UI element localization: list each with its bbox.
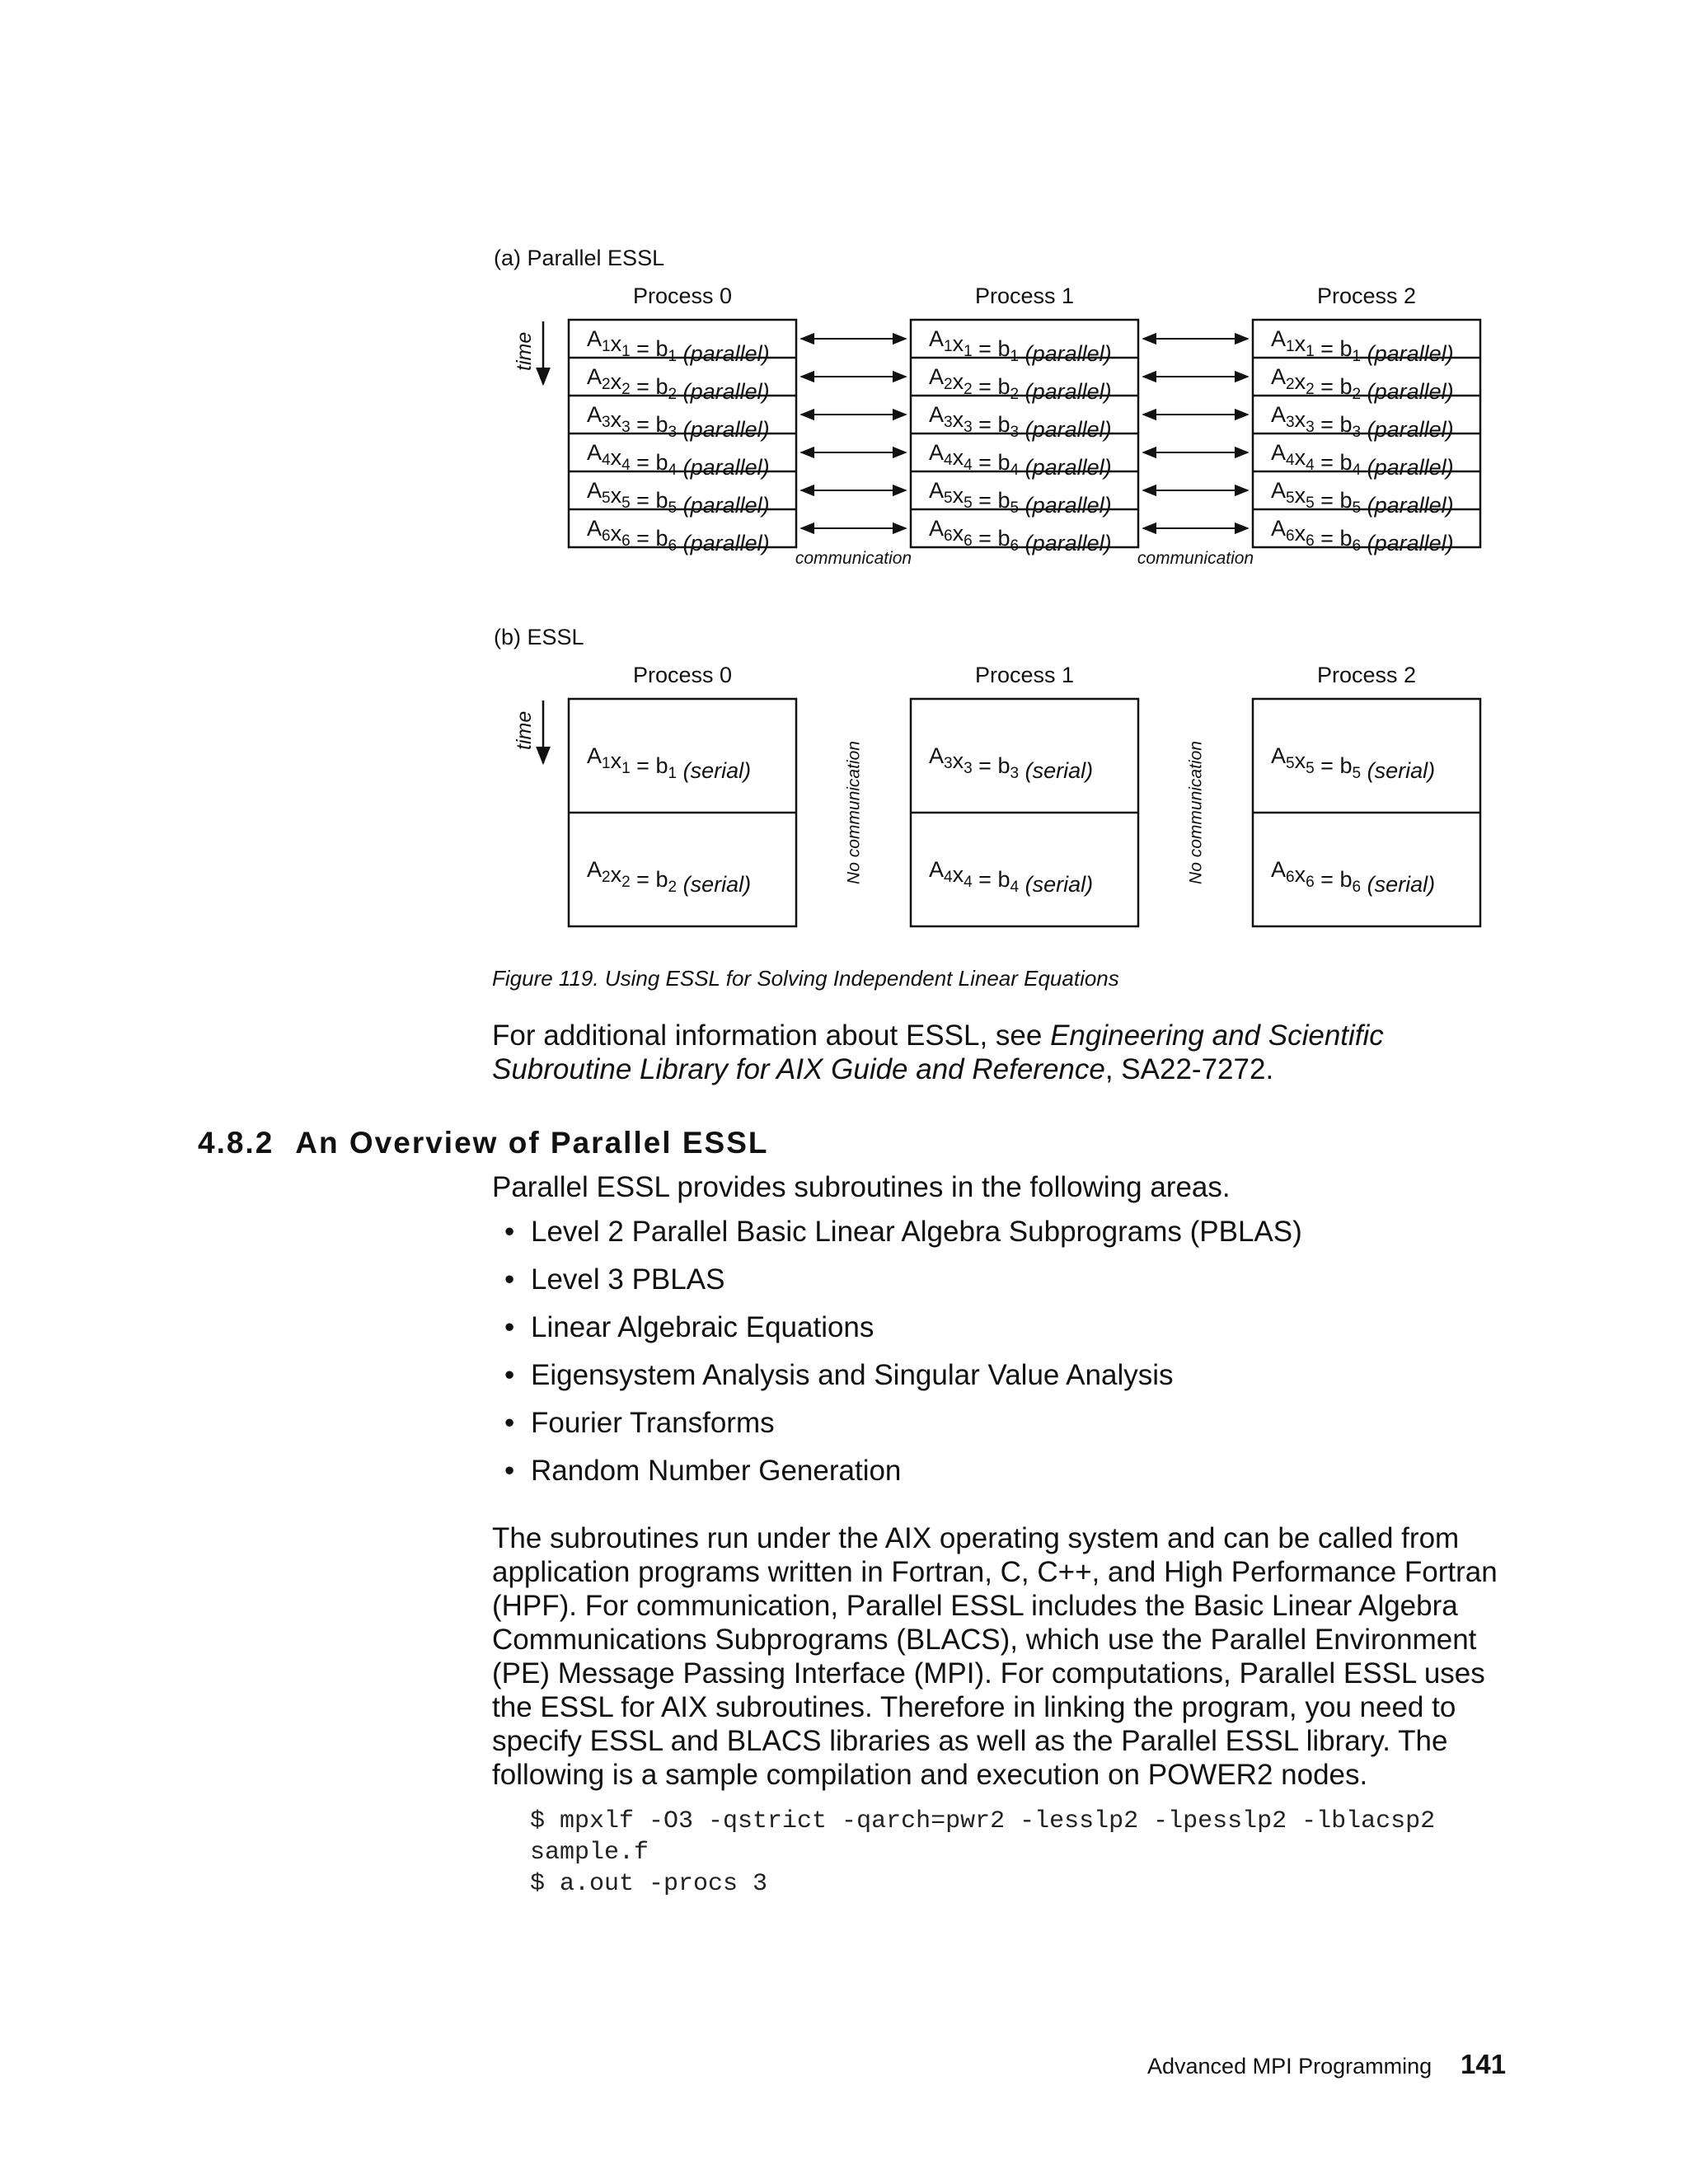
- section-number: 4.8.2: [198, 1126, 274, 1160]
- essl-diagram: [0, 0, 1688, 964]
- no-communication-label: No communication: [1186, 741, 1206, 884]
- process-label: Process 0: [632, 284, 733, 308]
- equation-label: $A_4x_4 = b_4$ (parallel): [587, 440, 770, 480]
- book-title: Engineering and Scientific Subroutine Library for AIX Guide and Reference: [492, 1019, 1384, 1085]
- equation-label: $A_1x_1 = b_1$ (parallel): [1271, 326, 1454, 366]
- body-paragraph: The subroutines run under the AIX operating system and can be called from application programs written in Fortran, C, C++, and High Performance Fortran (HPF). For communication, Parallel ESSL includes the Basic Linear Algebra Communications Subprograms (BLACS), which use the Parallel Environment (PE) Message Passing Interface (MPI). For computations, Parallel ESSL uses the ESSL for AIX subroutines. Therefore in linking the program, you need to specify ESSL and BLACS libraries as well as the Parallel ESSL library. The following is a sample compilation and execution on POWER2 nodes.: [492, 1522, 1498, 1791]
- process-label: Process 1: [974, 284, 1075, 308]
- communication-label: communication: [795, 549, 912, 568]
- equation-label: $A_3x_3 = b_3$ (parallel): [929, 402, 1112, 442]
- figure-caption: Figure 119. Using ESSL for Solving Independent Linear Equations: [492, 966, 1119, 991]
- intro-paragraph: [492, 1019, 1514, 1086]
- footer-title: Advanced MPI Programming: [1147, 2054, 1432, 2079]
- equation-label: $A_6x_6 = b_6$ (serial): [1271, 857, 1436, 897]
- communication-label: communication: [1137, 549, 1254, 568]
- equation-label: $A_1x_1 = b_1$ (parallel): [587, 326, 770, 366]
- page-number: 141: [1461, 2049, 1507, 2079]
- equation-label: $A_2x_2 = b_2$ (parallel): [1271, 364, 1454, 404]
- equation-label: $A_1x_1 = b_1$ (serial): [587, 743, 752, 783]
- equation-label: $A_6x_6 = b_6$ (parallel): [1271, 516, 1454, 555]
- equation-label: $A_4x_4 = b_4$ (parallel): [929, 440, 1112, 480]
- time-label: time: [513, 710, 536, 750]
- equation-label: $A_5x_5 = b_5$ (parallel): [1271, 478, 1454, 518]
- equation-label: $A_5x_5 = b_5$ (parallel): [587, 478, 770, 518]
- equation-label: $A_3x_3 = b_3$ (serial): [929, 743, 1094, 783]
- equation-label: $A_2x_2 = b_2$ (parallel): [587, 364, 770, 404]
- equation-label: $A_5x_5 = b_5$ (parallel): [929, 478, 1112, 518]
- list-item: • Level 3 PBLAS: [504, 1263, 725, 1296]
- equation-label: $A_1x_1 = b_1$ (parallel): [929, 326, 1112, 366]
- code-line: sample.f: [530, 1839, 649, 1867]
- equation-label: $A_4x_4 = b_4$ (parallel): [1271, 440, 1454, 480]
- panel-b-title: (b) ESSL: [494, 625, 584, 649]
- list-item: • Level 2 Parallel Basic Linear Algebra Subprograms (PBLAS): [504, 1216, 1302, 1248]
- section-lead: Parallel ESSL provides subroutines in the following areas.: [492, 1171, 1231, 1203]
- feature-list: [504, 1215, 1302, 1502]
- list-item: • Eigensystem Analysis and Singular Value Analysis: [504, 1359, 1174, 1391]
- equation-label: $A_2x_2 = b_2$ (serial): [587, 857, 752, 897]
- code-line: $ a.out -procs 3: [530, 1870, 768, 1898]
- panel-a-title: (a) Parallel ESSL: [494, 246, 665, 270]
- process-label: Process 2: [1316, 284, 1417, 308]
- list-item: • Fourier Transforms: [504, 1407, 775, 1439]
- process-label: Process 1: [974, 663, 1075, 687]
- equation-label: $A_6x_6 = b_6$ (parallel): [929, 516, 1112, 555]
- code-sample: [530, 1806, 1435, 1900]
- time-label: time: [513, 331, 536, 371]
- process-label: Process 2: [1316, 663, 1417, 687]
- intro-suffix: , SA22-7272.: [1104, 1053, 1274, 1085]
- equation-label: $A_3x_3 = b_3$ (parallel): [1271, 402, 1454, 442]
- process-label: Process 0: [632, 663, 733, 687]
- equation-label: $A_6x_6 = b_6$ (parallel): [587, 516, 770, 555]
- intro-text: For additional information about ESSL, see: [492, 1019, 1051, 1052]
- equation-label: $A_4x_4 = b_4$ (serial): [929, 857, 1094, 897]
- no-communication-label: No communication: [844, 741, 864, 884]
- section-heading: [198, 1126, 769, 1160]
- section-title: An Overview of Parallel ESSL: [295, 1126, 769, 1160]
- list-item: • Linear Algebraic Equations: [504, 1311, 874, 1343]
- list-item: • Random Number Generation: [504, 1455, 902, 1487]
- equation-label: $A_2x_2 = b_2$ (parallel): [929, 364, 1112, 404]
- equation-label: $A_5x_5 = b_5$ (serial): [1271, 743, 1436, 783]
- code-line: $ mpxlf -O3 -qstrict -qarch=pwr2 -lesslp2 -lpesslp2 -lblacsp2: [530, 1807, 1436, 1835]
- equation-label: $A_3x_3 = b_3$ (parallel): [587, 402, 770, 442]
